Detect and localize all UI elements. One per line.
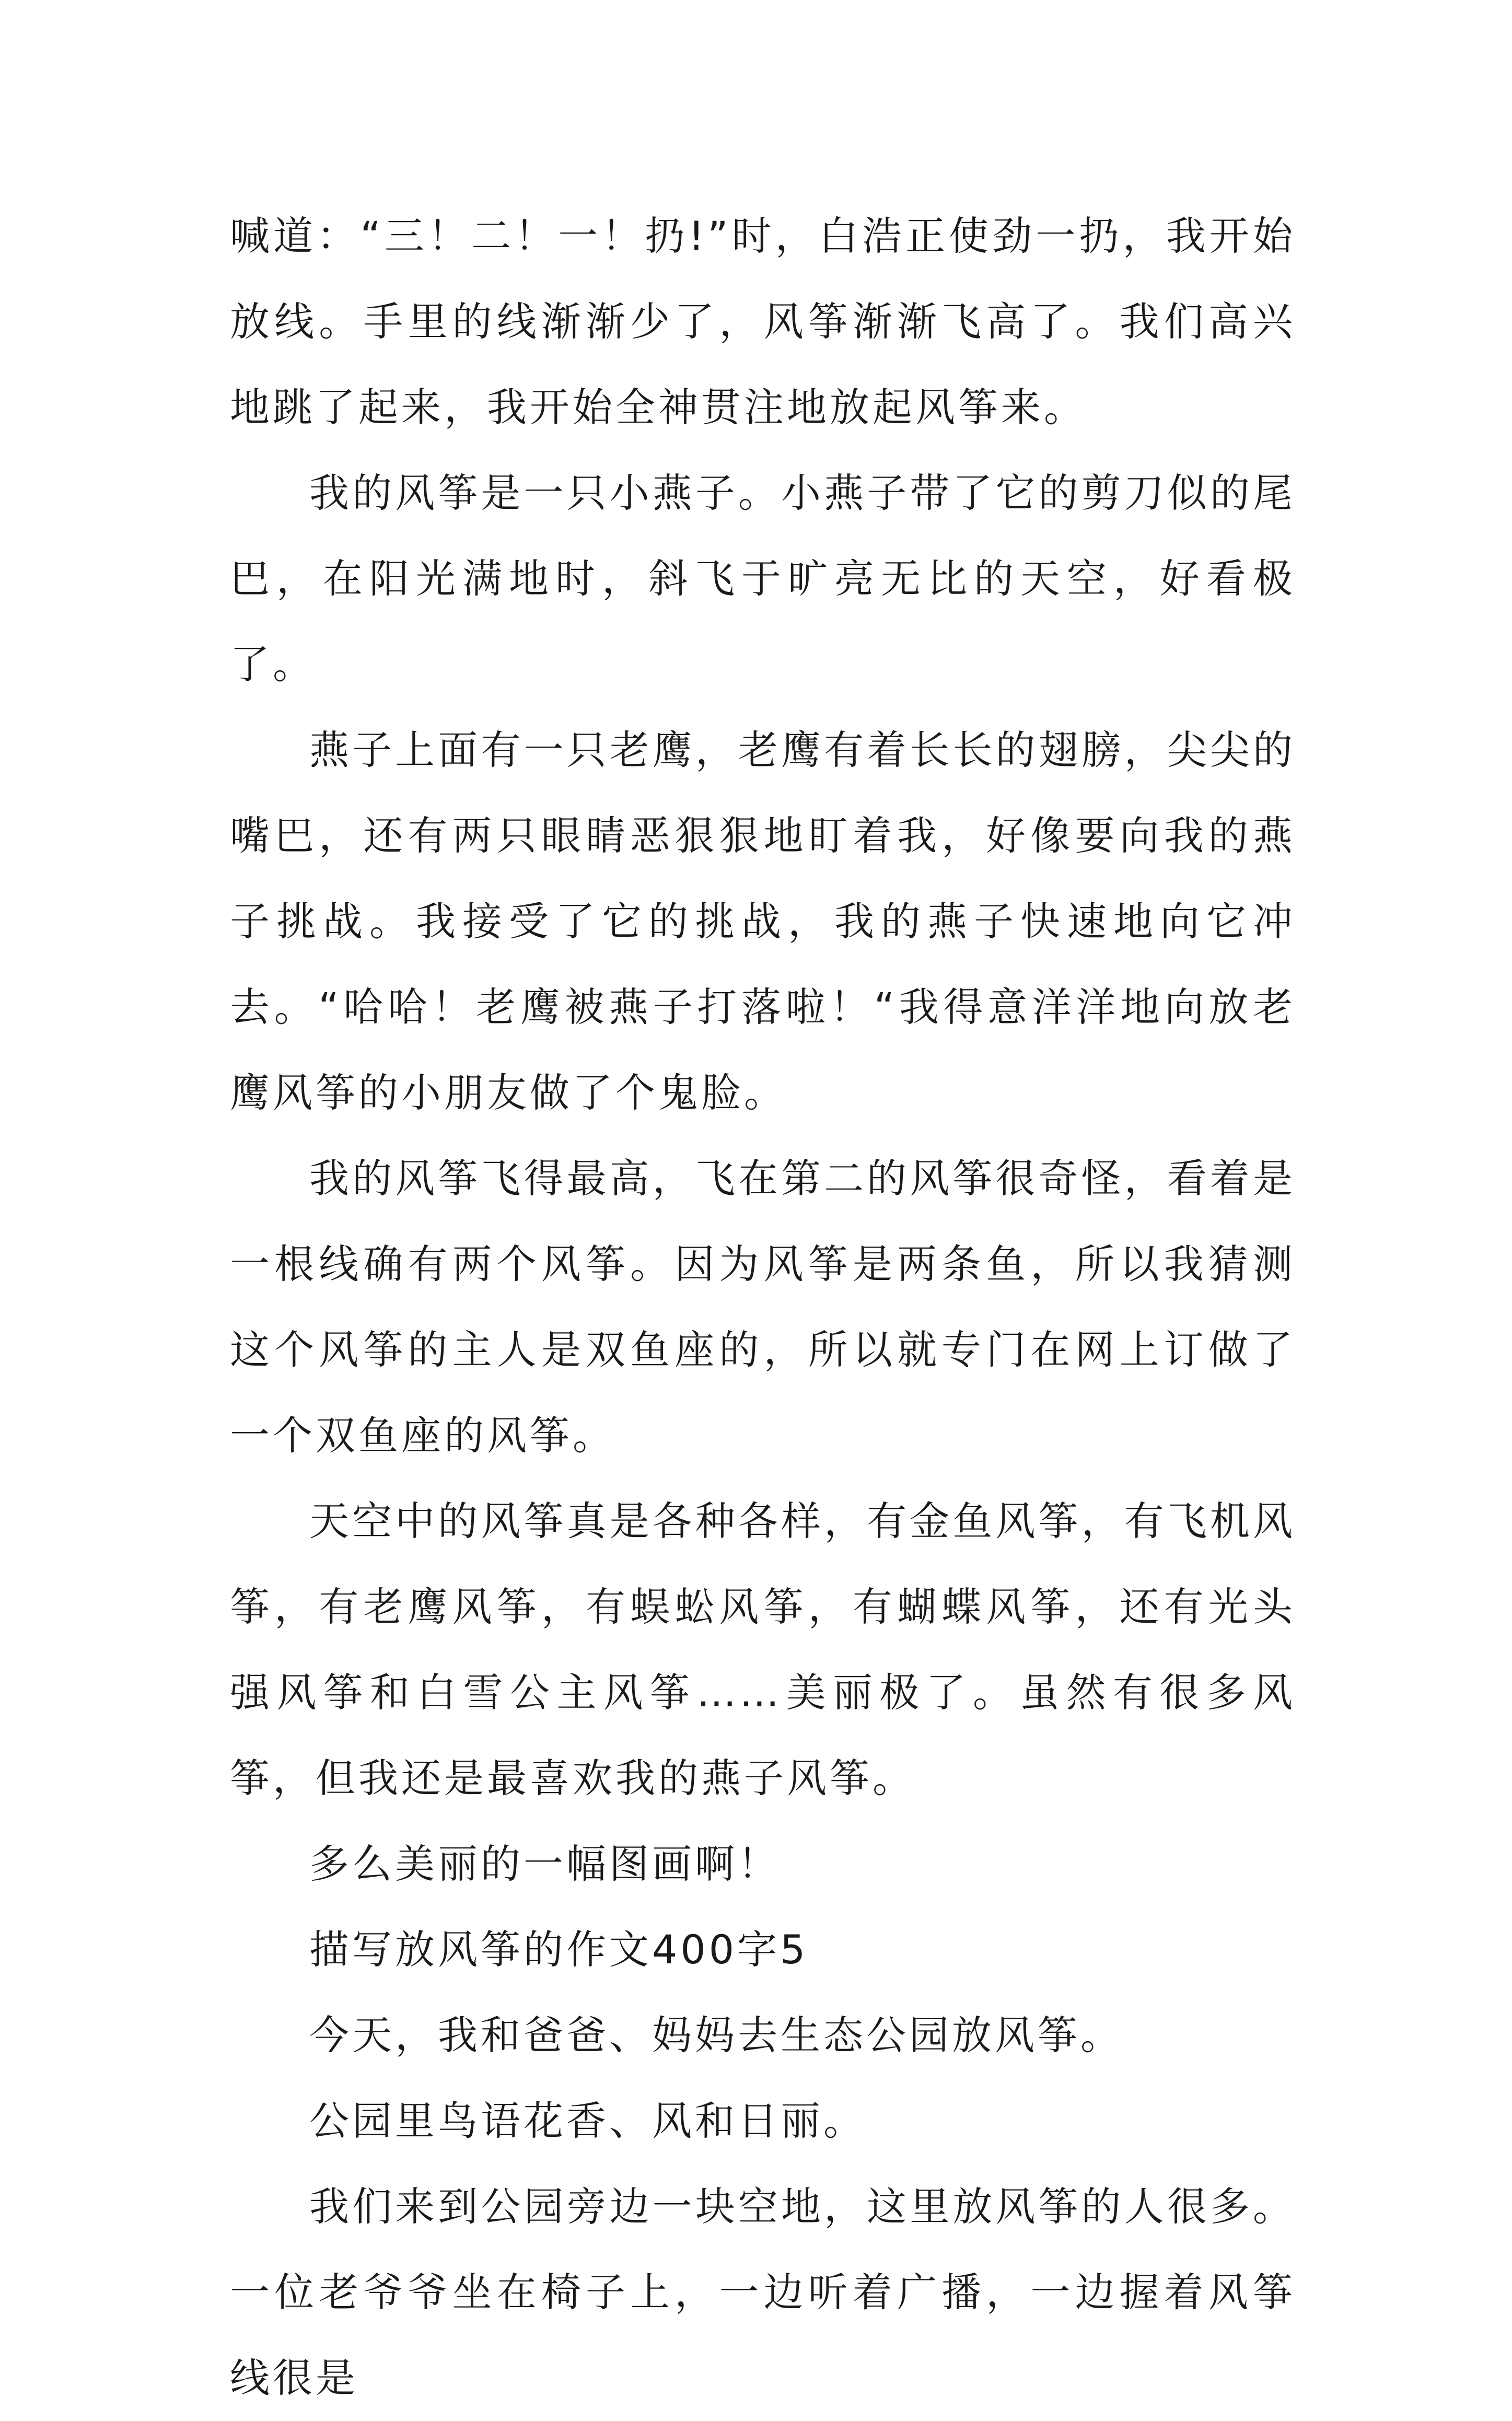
document-page xyxy=(230,193,1296,2421)
paragraph-1: 喊道：“三！二！一！扔!”时，白浩正使劲一扔，我开始放线。手里的线渐渐少了，风筝渐渐飞高了。我们高兴地跳了起来，我开始全神贯注地放起风筝来。 xyxy=(230,213,1296,430)
paragraph-3: 燕子上面有一只老鹰，老鹰有着长长的翅膀，尖尖的嘴巴，还有两只眼睛恶狠狠地盯着我，好像要向我的燕子挑战。我接受了它的挑战，我的燕子快速地向它冲去。“哈哈！老鹰被燕子打落啦！“我得意洋洋地向放老鹰风筝的小朋友做了个鬼脸。 xyxy=(230,727,1296,1116)
section-heading: 描写放风筝的作文400字5 xyxy=(309,1926,809,1973)
paragraph-5: 天空中的风筝真是各种各样，有金鱼风筝，有飞机风筝，有老鹰风筝，有蜈蚣风筝，有蝴蝶风筝，还有光头强风筝和白雪公主风筝……美丽极了。虽然有很多风筝，但我还是最喜欢我的燕子风筝。 xyxy=(230,1498,1296,1801)
paragraph-8: 公园里鸟语花香、风和日丽。 xyxy=(309,2098,866,2144)
paragraph-9: 我们来到公园旁边一块空地，这里放风筝的人很多。一位老爷爷坐在椅子上，一边听着广播，一边握着风筝线很是 xyxy=(230,2183,1296,2401)
paragraph-7: 今天，我和爸爸、妈妈去生态公园放风筝。 xyxy=(309,2012,1123,2058)
paragraph-2: 我的风筝是一只小燕子。小燕子带了它的剪刀似的尾巴，在阳光满地时，斜飞于旷亮无比的天空，好看极了。 xyxy=(230,470,1296,688)
paragraph-6: 多么美丽的一幅图画啊！ xyxy=(309,1841,781,1887)
paragraph-4: 我的风筝飞得最高，飞在第二的风筝很奇怪，看着是一根线确有两个风筝。因为风筝是两条鱼，所以我猜测这个风筝的主人是双鱼座的，所以就专门在网上订做了一个双鱼座的风筝。 xyxy=(230,1155,1296,1459)
